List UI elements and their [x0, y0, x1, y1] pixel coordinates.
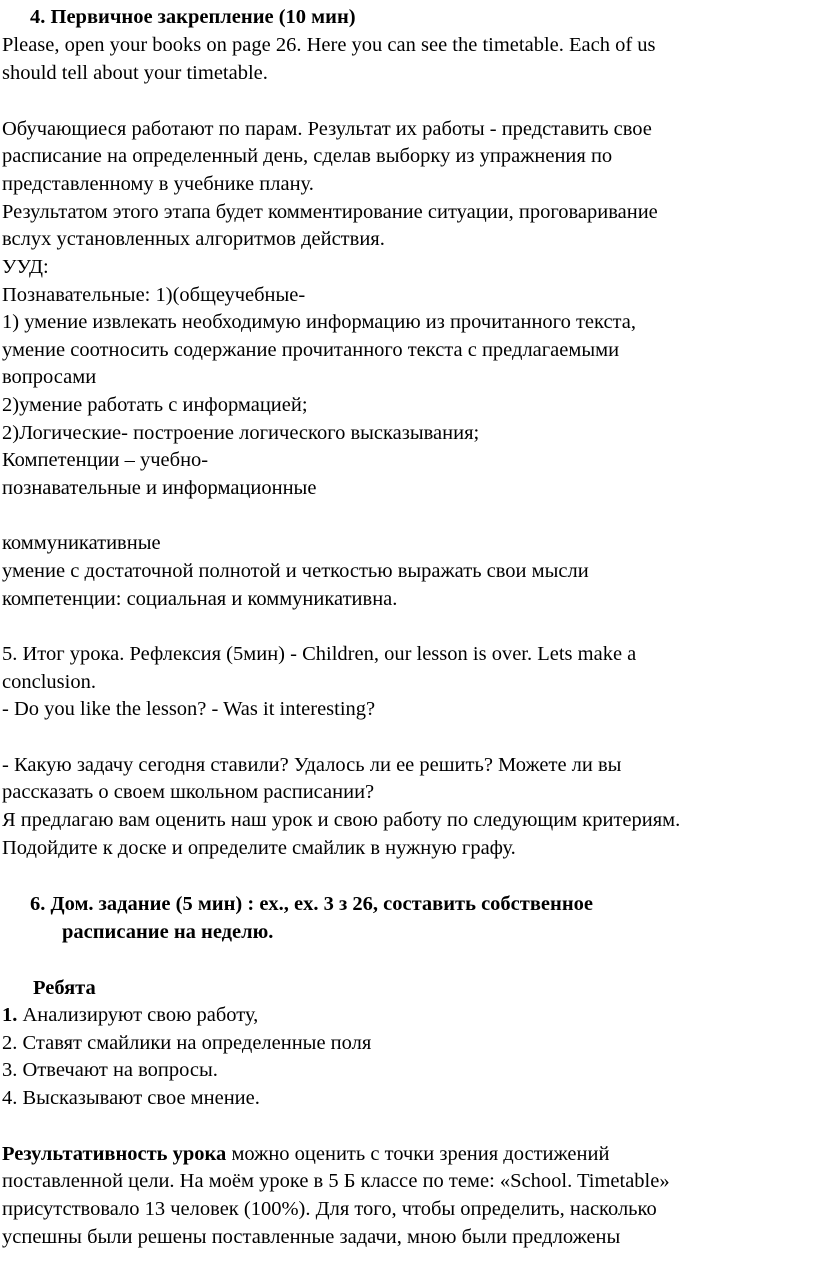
list-item-number: 1. — [2, 1004, 18, 1026]
text-line: conclusion. — [2, 671, 96, 693]
text-line: расписание на определенный день, сделав выборку из упражнения по — [2, 145, 613, 167]
text-line: вслух установленных алгоритмов действия. — [2, 228, 385, 250]
text-line: УУД: — [2, 256, 49, 278]
text-line: - Do you like the lesson? - Was it interesting? — [2, 698, 376, 720]
list-item: 3. Отвечают на вопросы. — [2, 1059, 218, 1081]
text-line: присутствовало 13 человек (100%). Для того, чтобы определить, насколько — [2, 1198, 657, 1220]
text-line: should tell about your timetable. — [2, 62, 268, 84]
section4-heading: 4. Первичное закрепление (10 мин) — [30, 6, 356, 28]
text-line: вопросами — [2, 366, 97, 388]
section6-heading-cont: расписание на неделю. — [62, 921, 274, 943]
list-item — [2, 1002, 258, 1028]
text-line: познавательные и информационные — [2, 477, 317, 499]
text-line: коммуникативные — [2, 532, 161, 554]
section5-title-line: 5. Итог урока. Рефлексия (5мин) - Children, our lesson is over. Lets make a — [2, 643, 637, 665]
text-line: 2)умение работать с информацией; — [2, 394, 308, 416]
text-line: Обучающиеся работают по парам. Результат их работы - представить свое — [2, 118, 652, 140]
text-line: компетенции: социальная и коммуникативна. — [2, 588, 398, 610]
list-item-text: Анализируют свою работу, — [17, 1004, 259, 1026]
text-line: Результатом этого этапа будет комментирование ситуации, проговаривание — [2, 201, 658, 223]
text-line: Компетенции – учебно- — [2, 449, 209, 471]
section6-heading: 6. Дом. задание (5 мин) : ex., ex. 3 з 26, составить собственное — [30, 893, 593, 915]
text-line: Я предлагаю вам оценить наш урок и свою работу по следующим критериям. — [2, 809, 681, 831]
text-line: Познавательные: 1)(общеучебные- — [2, 284, 306, 306]
results-bold-lead: Результативность урока — [2, 1143, 227, 1165]
results-text: можно оценить с точки зрения достижений — [226, 1143, 610, 1165]
list-item: 4. Высказывают свое мнение. — [2, 1087, 260, 1109]
text-line: успешны были решены поставленные задачи, мною были предложены — [2, 1226, 621, 1248]
list-item: 2. Ставят смайлики на определенные поля — [2, 1032, 372, 1054]
text-line: представленному в учебнике плану. — [2, 173, 314, 195]
kids-title: Ребята — [33, 977, 96, 999]
text-line: умение соотносить содержание прочитанного текста с предлагаемыми — [2, 339, 620, 361]
results-paragraph-first-line — [2, 1141, 609, 1167]
text-line: поставленной цели. На моём уроке в 5 Б классе по теме: «School. Timetable» — [2, 1170, 670, 1192]
text-line: рассказать о своем школьном расписании? — [2, 781, 375, 803]
text-line: Подойдите к доске и определите смайлик в нужную графу. — [2, 837, 516, 859]
text-line: умение с достаточной полнотой и четкостью выражать свои мысли — [2, 560, 589, 582]
text-line: - Какую задачу сегодня ставили? Удалось ли ее решить? Можете ли вы — [2, 754, 622, 776]
text-line: 1) умение извлекать необходимую информацию из прочитанного текста, — [2, 311, 636, 333]
text-line: Please, open your books on page 26. Here you can see the timetable. Each of us — [2, 34, 656, 56]
text-line: 2)Логические- построение логического высказывания; — [2, 422, 480, 444]
